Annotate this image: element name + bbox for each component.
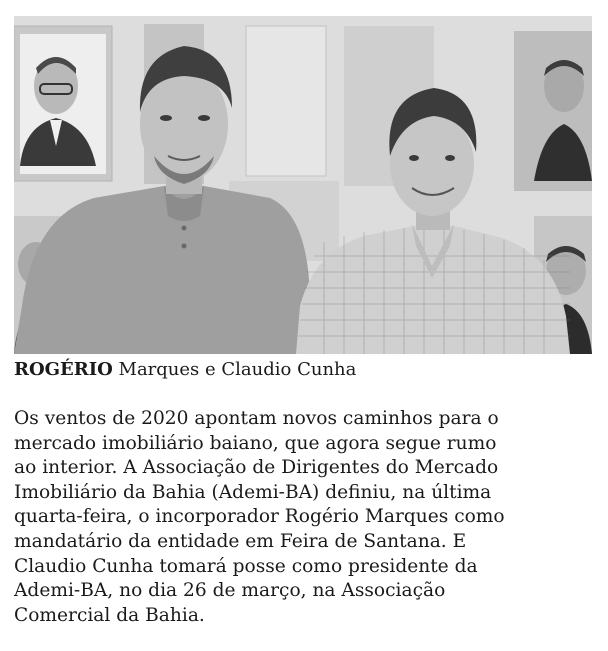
photo-caption [14,359,594,381]
article-line: ao interior. A Associação de Dirigentes do Mercado [14,457,499,479]
photo-illustration [14,16,592,354]
article-line: quarta-feira, o incorporador Rogério Marques como [14,506,505,528]
article-line: Comercial da Bahia. [14,604,205,626]
caption-name-rest: Marques e Claudio Cunha [112,359,357,380]
article-body [14,407,598,628]
article-line: mandatário da entidade em Feira de Santana. E [14,530,467,552]
news-photo [14,16,592,354]
article-line: Imobiliário da Bahia (Ademi-BA) definiu, na última [14,481,492,503]
article-line: Claudio Cunha tomará posse como presidente da [14,555,478,577]
article-line: Os ventos de 2020 apontam novos caminhos para o [14,408,499,429]
article-line: mercado imobiliário baiano, que agora segue rumo [14,432,497,454]
caption-name-bold: ROGÉRIO [14,359,113,380]
article-line: Ademi-BA, no dia 26 de março, na Associação [14,580,446,602]
